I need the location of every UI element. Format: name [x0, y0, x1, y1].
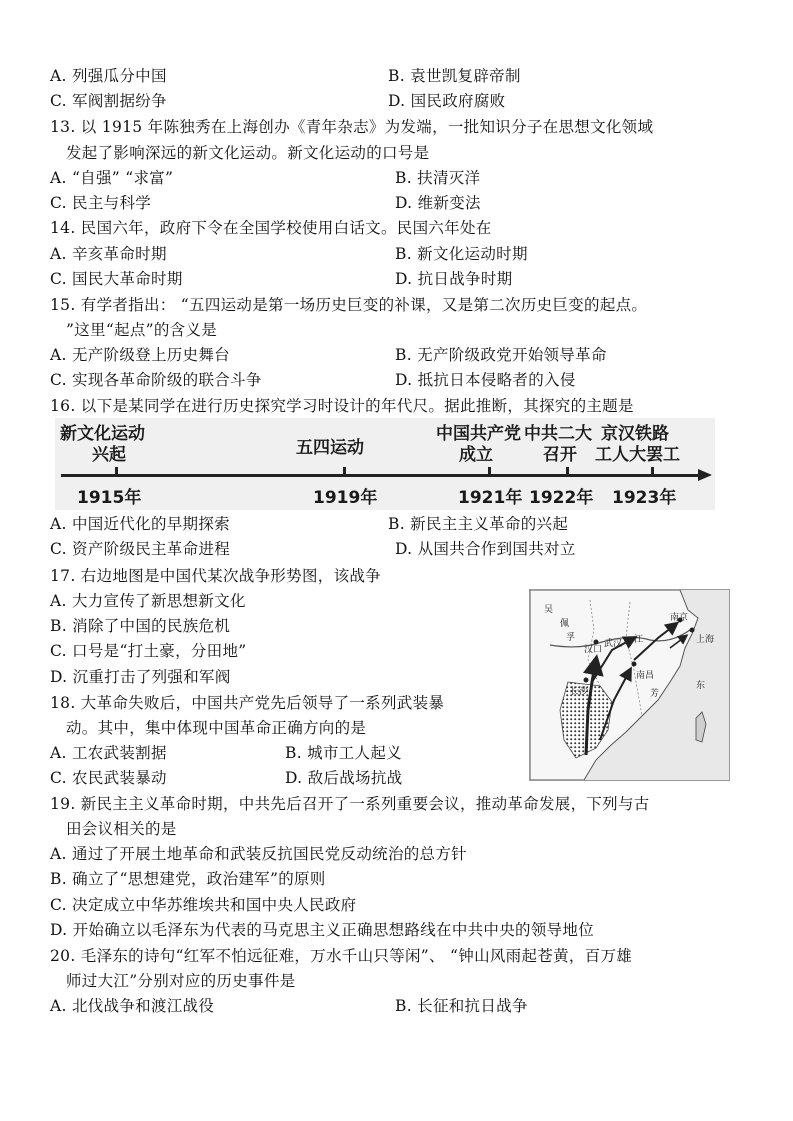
q17-option-c: C. 口号是“打土豪，分田地” — [50, 642, 247, 660]
q15-option-b: B. 无产阶级政党开始领导革命 — [395, 346, 607, 364]
q18-option-a: A. 工农武装割据 — [50, 744, 167, 762]
q19-option-c: C. 决定成立中华苏维埃共和国中央人民政府 — [50, 896, 357, 914]
q14-stem: 14. 民国六年，政府下令在全国学校使用白话文。民国六年处在 — [50, 219, 492, 237]
map-label-hankou: 汉口 — [584, 645, 603, 655]
q13-stem-line1: 13. 以 1915 年陈独秀在上海创办《青年杂志》为发端，一批知识分子在思想文化领域 — [50, 118, 654, 136]
q13-option-a: A. “自强” “求富” — [50, 169, 174, 187]
q13-stem-line2: 发起了影响深远的新文化运动。新文化运动的口号是 — [66, 144, 430, 162]
q19-stem-line1: 19. 新民主主义革命时期，中共先后召开了一系列重要会议，推动革命发展，下列与古 — [50, 795, 650, 813]
map-label: 芳 — [650, 689, 660, 699]
timeline-year-1921: 1921年 — [458, 488, 523, 508]
timeline-tick — [651, 467, 654, 476]
timeline-tick — [566, 467, 569, 476]
timeline-arrow-icon — [698, 469, 712, 481]
q20-stem-line1: 20. 毛泽东的诗句“红军不怕远征难，万水千山只等闲”、 “钟山风雨起苍黄，百万雄 — [50, 947, 633, 965]
map-label: 孚 — [566, 633, 576, 643]
timeline-event-5-line2: 工人大罢工 — [595, 445, 680, 465]
q18-stem-line2: 动。其中，集中体现中国革命正确方向的是 — [66, 719, 367, 737]
q14-option-c: C. 国民大革命时期 — [50, 270, 183, 288]
timeline-tick — [115, 467, 118, 476]
q15-stem-line2: ”这里“起点”的含义是 — [66, 321, 218, 339]
q12-option-d: D. 国民政府腐败 — [388, 92, 506, 110]
timeline-event-3-line2: 成立 — [459, 445, 493, 465]
q12-option-b: B. 袁世凯复辟帝制 — [388, 67, 521, 85]
timeline-year-1922: 1922年 — [529, 488, 594, 508]
timeline-event-1-line1: 新文化运动 — [60, 424, 145, 444]
q12-option-c: C. 军阀割据纷争 — [50, 92, 167, 110]
q13-option-d: D. 维新变法 — [395, 194, 481, 212]
q17-option-d: D. 沉重打击了列强和军阀 — [50, 668, 231, 686]
timeline-event-3-line1: 中国共产党 — [436, 424, 521, 444]
q15-option-c: C. 实现各革命阶级的联合斗争 — [50, 371, 262, 389]
q12-option-a: A. 列强瓜分中国 — [50, 67, 167, 85]
q19-option-d: D. 开始确立以毛泽东为代表的马克思主义正确思想路线在中共中央的领导地位 — [50, 921, 595, 939]
timeline-event-4-line2: 召开 — [543, 445, 577, 465]
q18-option-b: B. 城市工人起义 — [285, 744, 402, 762]
q16-option-c: C. 资产阶级民主革命进程 — [50, 540, 231, 558]
timeline-year-1919: 1919年 — [313, 488, 378, 508]
q15-stem-line1: 15. 有学者指出： “五四运动是第一场历史巨变的补课，又是第二次历史巨变的起点。 — [50, 296, 648, 314]
timeline-event-5-line1: 京汉铁路 — [601, 424, 669, 444]
q18-stem-line1: 18. 大革命失败后，中国共产党先后领导了一系列武装暴 — [50, 694, 445, 712]
war-situation-map — [529, 589, 730, 781]
q17-option-b: B. 消除了中国的民族危机 — [50, 617, 231, 635]
map-label: 江 — [634, 635, 644, 645]
q16-option-a: A. 中国近代化的早期探索 — [50, 515, 230, 533]
map-label-nanchang: 南昌 — [636, 671, 655, 681]
q14-option-d: D. 抗日战争时期 — [395, 270, 513, 288]
q20-option-a: A. 北伐战争和渡江战役 — [50, 997, 215, 1015]
q18-option-c: C. 农民武装暴动 — [50, 769, 167, 787]
q16-stem: 16. 以下是某同学在进行历史探究学习时设计的年代尺。据此推断，其探究的主题是 — [50, 397, 634, 415]
map-label-shanghai: 上海 — [696, 635, 715, 645]
timeline-event-2-line1: 五四运动 — [296, 438, 364, 458]
q18-option-d: D. 敌后战场抗战 — [285, 769, 403, 787]
q19-option-a: A. 通过了开展土地革命和武装反抗国民党反动统治的总方针 — [50, 845, 467, 863]
map-label: 吴 — [544, 605, 554, 615]
map-label-nanjing: 南京 — [670, 613, 689, 623]
q17-stem: 17. 右边地图是中国代某次战争形势图，该战争 — [50, 567, 381, 585]
q13-option-c: C. 民主与科学 — [50, 194, 152, 212]
map-label: 东 — [696, 681, 706, 691]
q13-option-b: B. 扶清灭洋 — [395, 169, 481, 187]
q17-option-a: A. 大力宣传了新思想新文化 — [50, 592, 246, 610]
q14-option-a: A. 辛亥革命时期 — [50, 245, 167, 263]
timeline-tick — [488, 467, 491, 476]
timeline-axis — [61, 474, 701, 477]
q15-option-d: D. 抵抗日本侵略者的入侵 — [395, 371, 576, 389]
q14-option-b: B. 新文化运动时期 — [395, 245, 528, 263]
q20-stem-line2: 师过大江”分别对应的历史事件是 — [66, 972, 296, 990]
q15-option-a: A. 无产阶级登上历史舞台 — [50, 346, 230, 364]
q19-option-b: B. 确立了“思想建党，政治建军”的原则 — [50, 870, 326, 888]
map-label-changsha: 长沙 — [570, 687, 589, 697]
q16-option-b: B. 新民主主义革命的兴起 — [388, 515, 569, 533]
map-label-wuhan: 武汉 — [604, 639, 623, 649]
timeline-event-1-line2: 兴起 — [92, 445, 126, 465]
timeline-figure — [55, 418, 715, 510]
q20-option-b: B. 长征和抗日战争 — [395, 997, 528, 1015]
q19-stem-line2: 田会议相关的是 — [66, 820, 177, 838]
timeline-year-1915: 1915年 — [77, 488, 142, 508]
timeline-tick — [343, 467, 346, 476]
timeline-event-4-line1: 中共二大 — [524, 424, 592, 444]
timeline-year-1923: 1923年 — [612, 488, 677, 508]
q16-option-d: D. 从国共合作到国共对立 — [395, 540, 576, 558]
map-label: 佩 — [560, 619, 570, 629]
